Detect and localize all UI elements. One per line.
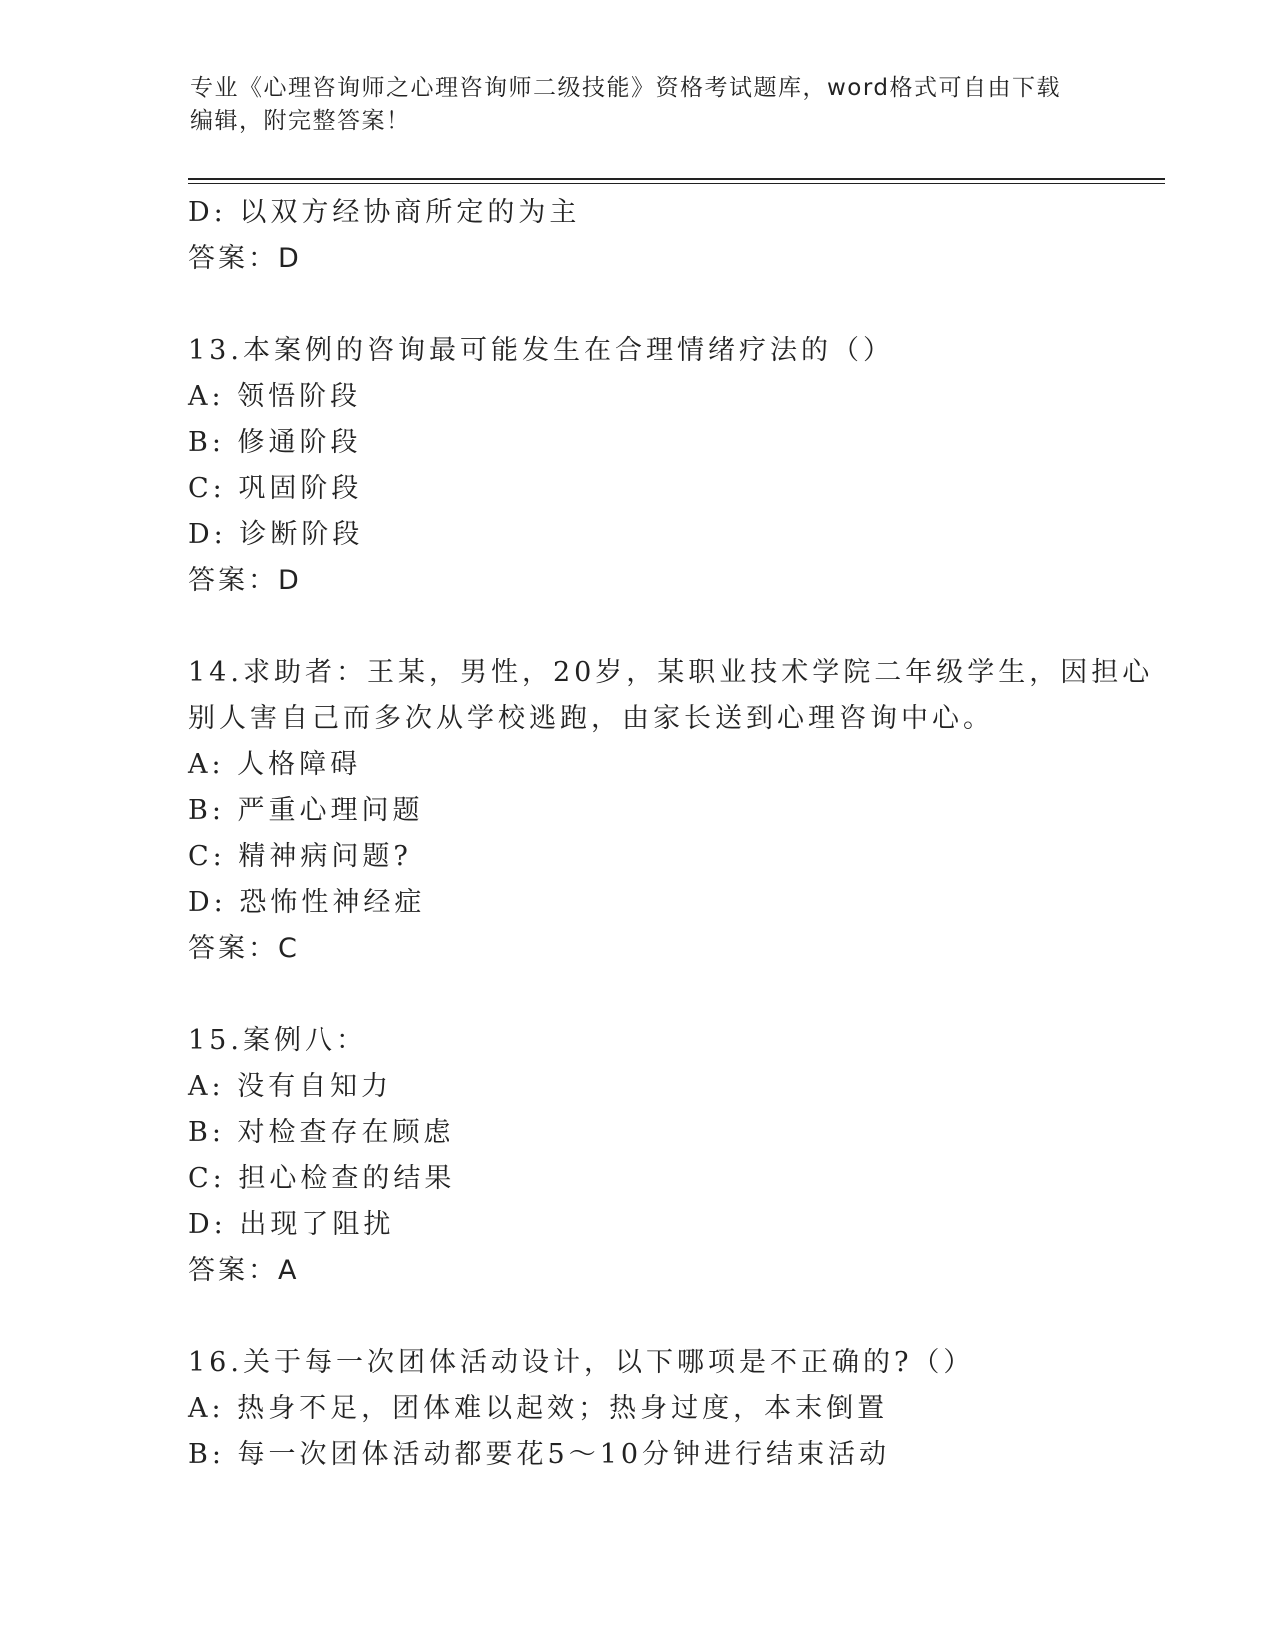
- option-b: B: 修通阶段: [188, 427, 362, 458]
- spacer: [188, 1294, 1138, 1340]
- question-stem: 13.本案例的咨询最可能发生在合理情绪疗法的（）: [188, 335, 894, 366]
- option-a: A: 没有自知力: [188, 1071, 393, 1102]
- option-c: C: 担心检查的结果: [188, 1163, 456, 1194]
- option-d: D: 恐怖性神经症: [188, 887, 426, 918]
- question-15: [188, 1018, 1138, 1294]
- option-a: A: 人格障碍: [188, 749, 362, 780]
- option-d: D: 诊断阶段: [188, 519, 364, 550]
- answer-line: 答案：D: [188, 565, 302, 596]
- option-b: B: 每一次团体活动都要花5～10分钟进行结束活动: [188, 1439, 891, 1470]
- question-12: [188, 190, 1138, 282]
- option-c: C: 巩固阶段: [188, 473, 363, 504]
- answer-line: 答案：D: [188, 243, 302, 274]
- option-d: D: 出现了阻扰: [188, 1209, 395, 1240]
- question-13: [188, 328, 1138, 604]
- question-16: [188, 1340, 1138, 1478]
- spacer: [188, 604, 1138, 650]
- question-14: [188, 650, 1154, 972]
- question-stem: 15.案例八：: [188, 1025, 367, 1056]
- option-d: D: 以双方经协商所定的为主: [188, 197, 581, 228]
- spacer: [188, 972, 1138, 1018]
- option-c: C: 精神病问题?: [188, 841, 412, 872]
- header-divider-thick: [188, 178, 1165, 180]
- option-a: A: 领悟阶段: [188, 381, 362, 412]
- question-stem-line-2: 别人害自己而多次从学校逃跑，由家长送到心理咨询中心。: [188, 703, 994, 734]
- question-stem-line-1: 14.求助者：王某，男性，20岁，某职业技术学院二年级学生，因担心: [188, 657, 1154, 688]
- question-stem: 16.关于每一次团体活动设计，以下哪项是不正确的?（）: [188, 1347, 975, 1378]
- page-header: [190, 72, 1090, 138]
- answer-line: 答案：C: [188, 933, 300, 964]
- header-divider-thin: [188, 183, 1165, 184]
- option-a: A: 热身不足，团体难以起效；热身过度，本末倒置: [188, 1393, 889, 1424]
- spacer: [188, 282, 1138, 328]
- header-line-2: 编辑，附完整答案！: [190, 108, 411, 134]
- header-line-1: 专业《心理咨询师之心理咨询师二级技能》资格考试题库，word格式可自由下载: [190, 75, 1062, 101]
- option-b: B: 对检查存在顾虑: [188, 1117, 455, 1148]
- option-b: B: 严重心理问题: [188, 795, 424, 826]
- answer-line: 答案：A: [188, 1255, 300, 1286]
- question-list: [188, 190, 1154, 1478]
